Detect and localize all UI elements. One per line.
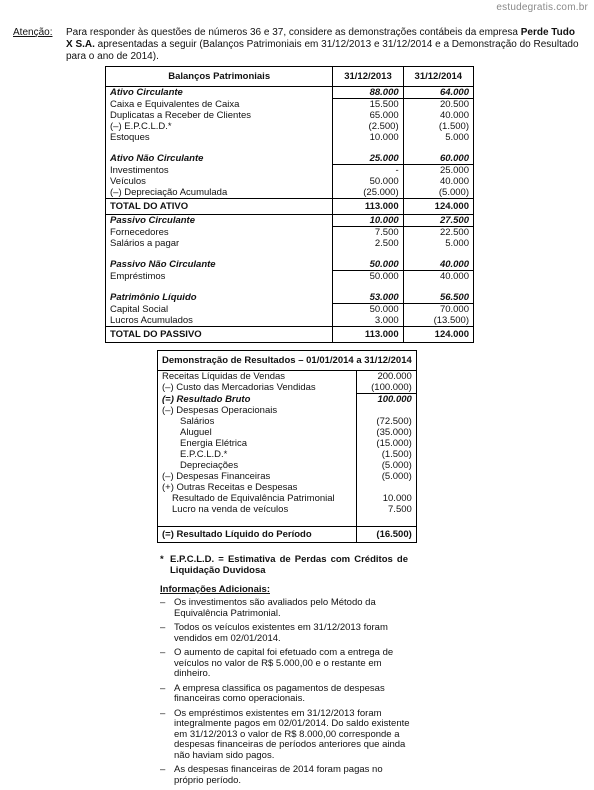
income-statement-table [157, 350, 417, 543]
balance-group-row [106, 153, 474, 165]
info-item-text: Os empréstimos existentes em 31/12/2013 foram integralmente pagos em 02/01/2014. Do saldo existente em 31/12/2013 o valor de R$ 8.000,00 corresponde a despesas financeiras de períodos anteriores que ainda não haviam sido pagos. [174, 707, 410, 761]
balance-label: (–) Depreciação Acumulada [110, 187, 228, 198]
balance-value-2013: (25.000) [333, 187, 403, 199]
income-spacer-row [158, 515, 417, 527]
income-final-row [158, 527, 417, 543]
balance-label [106, 249, 333, 259]
company-name: Perde Tudo X S.A. [66, 27, 575, 50]
balance-label: (–) E.P.C.L.D.* [110, 121, 172, 132]
info-item [160, 648, 410, 680]
balance-label: Fornecedores [110, 226, 169, 238]
income-value: 7.500 [357, 504, 417, 515]
balance-value-2013: 50.000 [333, 304, 403, 316]
balance-label: Ativo Circulante [110, 87, 183, 99]
balance-value-2014: 5.000 [403, 238, 473, 249]
balance-value-2014: (1.500) [403, 121, 473, 132]
balance-header-2014: 31/12/2014 [403, 67, 473, 87]
balance-value-2013: 10.000 [333, 132, 403, 143]
balance-value-2013: 50.000 [333, 259, 403, 271]
balance-row [106, 165, 474, 177]
intro-part2: apresentadas a seguir (Balanços Patrimoniais em 31/12/2013 e 31/12/2014 e a Demonstração do Resultado para o ano de 2014). [66, 39, 579, 62]
income-row [158, 449, 417, 460]
income-value: (16.500) [357, 527, 417, 543]
income-label: (=) Resultado Líquido do Período [158, 527, 357, 543]
balance-spacer-row [106, 143, 474, 153]
income-row [158, 427, 417, 438]
balance-value-2013: 3.000 [333, 315, 403, 327]
intro-text [66, 27, 582, 63]
balance-group-row [106, 215, 474, 227]
balance-row [106, 121, 474, 132]
balance-total-row [106, 327, 474, 343]
balance-header-2013: 31/12/2013 [333, 67, 403, 87]
info-list [160, 598, 410, 790]
income-label: E.P.C.L.D.* [180, 449, 228, 460]
attention-label: Atenção: [13, 27, 53, 38]
balance-value-2013: 50.000 [333, 176, 403, 187]
income-label: (–) Despesas Financeiras [162, 471, 271, 482]
balance-label: Duplicatas a Receber de Clientes [110, 110, 251, 121]
income-label: Lucro na venda de veículos [172, 504, 289, 515]
balance-value-2013: 10.000 [333, 215, 403, 227]
balance-value-2014: 22.500 [403, 227, 473, 239]
balance-label: Passivo Circulante [110, 215, 196, 227]
balance-row [106, 132, 474, 143]
balance-row [106, 187, 474, 199]
balance-spacer-row [106, 282, 474, 292]
balance-value-2014: 5.000 [403, 132, 473, 143]
income-value: (5.000) [357, 471, 417, 482]
balance-group-row [106, 87, 474, 99]
balance-label: Salários a pagar [110, 238, 180, 249]
balance-value-2014 [403, 282, 473, 292]
balance-label: TOTAL DO ATIVO [106, 199, 333, 215]
balance-value-2014 [403, 143, 473, 153]
income-label: Aluguel [180, 427, 212, 438]
income-label: Depreciações [180, 460, 239, 471]
balance-value-2014: 40.000 [403, 259, 473, 271]
balance-value-2014: 20.500 [403, 99, 473, 111]
footnote-text: E.P.C.L.D. = Estimativa de Perdas com Créditos de Liquidação Duvidosa [170, 554, 408, 576]
balance-value-2013: 53.000 [333, 292, 403, 304]
balance-label: Capital Social [110, 303, 169, 315]
balance-row [106, 176, 474, 187]
income-row [158, 416, 417, 427]
balance-value-2013: 88.000 [333, 87, 403, 99]
balance-row [106, 271, 474, 283]
balance-label: Caixa e Equivalentes de Caixa [110, 98, 240, 110]
info-item [160, 598, 410, 619]
info-title: Informações Adicionais: [160, 584, 270, 595]
income-value [357, 482, 417, 493]
balance-label: Lucros Acumulados [110, 315, 193, 326]
balance-sheet-table [105, 66, 474, 343]
income-value [357, 515, 417, 527]
income-value [357, 405, 417, 416]
income-header-row [158, 351, 417, 371]
income-subtotal-row [158, 394, 417, 406]
balance-group-row [106, 292, 474, 304]
balance-total-row [106, 199, 474, 215]
balance-value-2013: 15.500 [333, 99, 403, 111]
info-item-text: O aumento de capital foi efetuado com a entrega de veículos no valor de R$ 5.000,00 e o restante em dinheiro. [174, 647, 394, 679]
balance-value-2013: 113.000 [333, 327, 403, 343]
balance-label: Investimentos [110, 164, 169, 176]
income-label [158, 515, 357, 527]
footnote-star: * [160, 554, 164, 565]
income-row [158, 504, 417, 515]
dash-bullet-icon: – [160, 622, 166, 633]
info-item-text: A empresa classifica os pagamentos de despesas financeiras como operacionais. [174, 682, 385, 704]
income-value: (5.000) [357, 460, 417, 471]
balance-value-2014: (13.500) [403, 315, 473, 327]
balance-value-2014: 70.000 [403, 304, 473, 316]
balance-group-row [106, 259, 474, 271]
balance-value-2014: (5.000) [403, 187, 473, 199]
income-row [158, 493, 417, 504]
income-value: 10.000 [357, 493, 417, 504]
balance-value-2013 [333, 249, 403, 259]
balance-header-row [106, 67, 474, 87]
balance-row [106, 304, 474, 316]
balance-value-2014: 40.000 [403, 271, 473, 283]
balance-value-2013: 65.000 [333, 110, 403, 121]
balance-label: Estoques [110, 132, 150, 143]
balance-label: Passivo Não Circulante [110, 259, 216, 271]
income-label: (–) Custo das Mercadorias Vendidas [162, 382, 316, 394]
income-row [158, 460, 417, 471]
balance-value-2014: 124.000 [403, 199, 473, 215]
balance-header-title: Balanços Patrimoniais [106, 67, 333, 87]
income-label: Salários [180, 416, 215, 427]
balance-value-2014 [403, 249, 473, 259]
income-row [158, 482, 417, 493]
balance-value-2014: 40.000 [403, 176, 473, 187]
income-value: (100.000) [357, 382, 417, 394]
income-row [158, 471, 417, 482]
balance-spacer-row [106, 249, 474, 259]
balance-label [106, 143, 333, 153]
balance-value-2013: 50.000 [333, 271, 403, 283]
balance-value-2013: 113.000 [333, 199, 403, 215]
balance-label: Veículos [110, 176, 146, 187]
income-label: (+) Outras Receitas e Despesas [162, 482, 298, 493]
income-value: 200.000 [357, 371, 417, 383]
balance-value-2014: 25.000 [403, 165, 473, 177]
balance-row [106, 227, 474, 239]
balance-row [106, 238, 474, 249]
dash-bullet-icon: – [160, 682, 166, 694]
balance-row [106, 315, 474, 327]
footnote [160, 554, 408, 576]
income-value: 100.000 [357, 394, 417, 406]
balance-value-2013: - [333, 165, 403, 177]
balance-value-2013 [333, 282, 403, 292]
income-row [158, 438, 417, 449]
income-label: Energia Elétrica [180, 438, 248, 449]
info-item-text: Todos os veículos existentes em 31/12/2013 foram vendidos em 02/01/2014. [174, 622, 388, 644]
income-value: (1.500) [357, 449, 417, 460]
income-row [158, 405, 417, 416]
income-value: (72.500) [357, 416, 417, 427]
intro-part1: Para responder às questões de números 36 e 37, considere as demonstrações contábeis da empresa [66, 27, 521, 38]
income-row [158, 382, 417, 394]
balance-value-2014: 64.000 [403, 87, 473, 99]
balance-value-2014: 27.500 [403, 215, 473, 227]
balance-value-2013: 25.000 [333, 153, 403, 165]
income-header-title: Demonstração de Resultados – 01/01/2014 a 31/12/2014 [158, 351, 417, 371]
balance-value-2013: 7.500 [333, 227, 403, 239]
balance-value-2013: (2.500) [333, 121, 403, 132]
info-item-text: Os investimentos são avaliados pelo Método da Equivalência Patrimonial. [174, 597, 376, 619]
balance-value-2014: 124.000 [403, 327, 473, 343]
info-item-text: As despesas financeiras de 2014 foram pagas no próprio período. [174, 764, 383, 786]
income-value: (15.000) [357, 438, 417, 449]
balance-value-2013: 2.500 [333, 238, 403, 249]
balance-row [106, 110, 474, 121]
dash-bullet-icon: – [160, 647, 166, 658]
balance-label: Ativo Não Circulante [110, 153, 204, 165]
income-value: (35.000) [357, 427, 417, 438]
income-label: Resultado de Equivalência Patrimonial [172, 493, 335, 504]
balance-label [106, 282, 333, 292]
balance-value-2013 [333, 143, 403, 153]
balance-value-2014: 56.500 [403, 292, 473, 304]
balance-label: Empréstimos [110, 270, 166, 282]
info-item [160, 765, 410, 786]
info-item [160, 709, 410, 762]
info-item [160, 684, 410, 705]
dash-bullet-icon: – [160, 707, 166, 719]
income-label: (=) Resultado Bruto [162, 393, 251, 405]
watermark: estudegratis.com.br [496, 2, 588, 13]
balance-label: TOTAL DO PASSIVO [106, 327, 333, 343]
balance-label: Patrimônio Líquido [110, 292, 197, 304]
balance-value-2014: 40.000 [403, 110, 473, 121]
dash-bullet-icon: – [160, 764, 166, 775]
income-label: (–) Despesas Operacionais [162, 405, 278, 416]
dash-bullet-icon: – [160, 597, 166, 608]
income-label: Receitas Líquidas de Vendas [162, 371, 286, 382]
income-row [158, 371, 417, 383]
balance-row [106, 99, 474, 111]
balance-value-2014: 60.000 [403, 153, 473, 165]
info-item [160, 623, 410, 644]
